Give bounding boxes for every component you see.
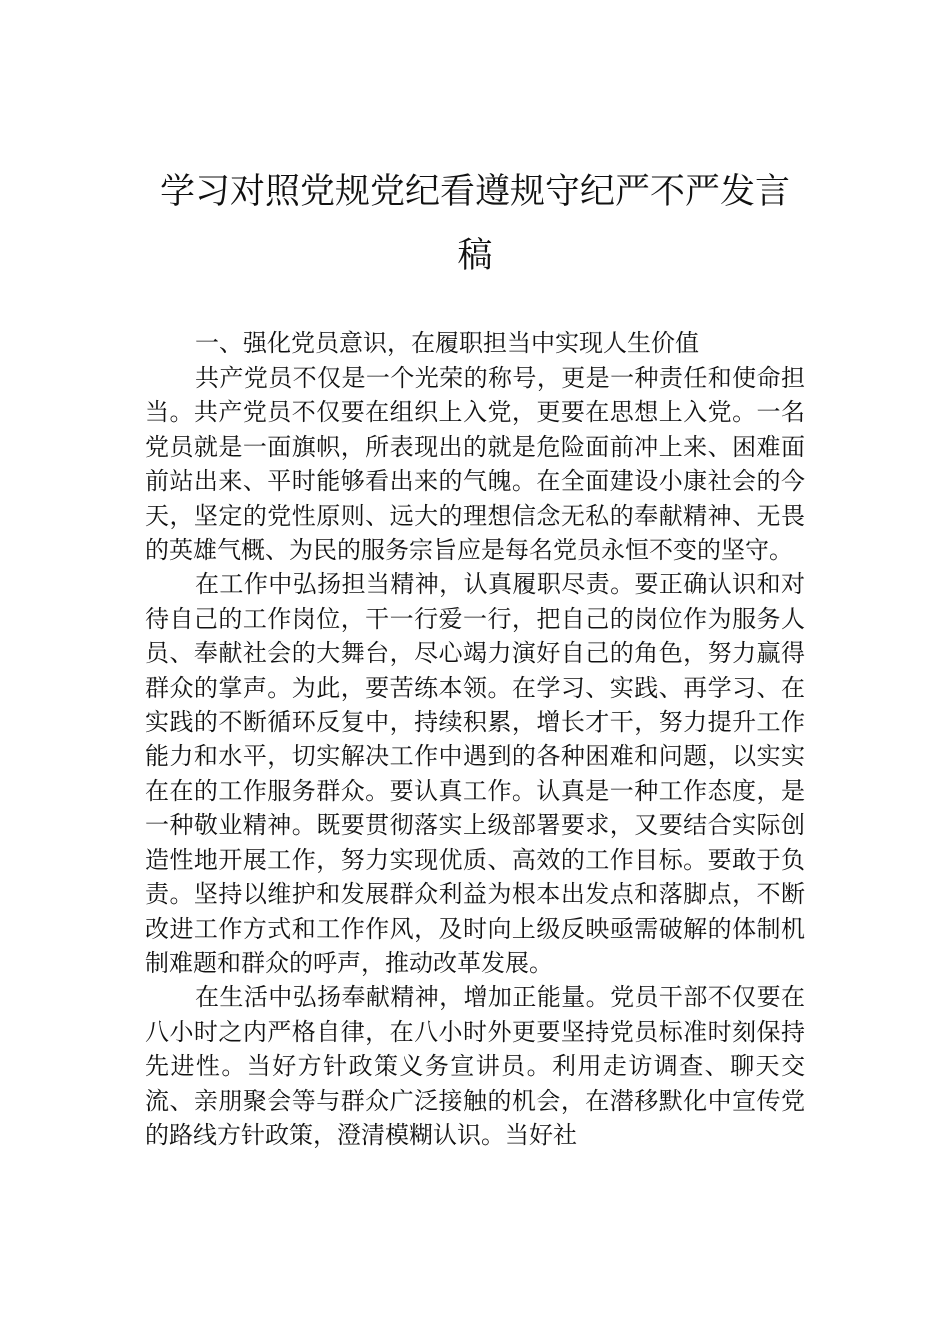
- paragraph: 共产党员不仅是一个光荣的称号，更是一种责任和使命担当。共产党员不仅要在组织上入党，更要在思想上入党。一名党员就是一面旗帜，所表现出的就是危险面前冲上来、困难面前站出来、平时能够看出来的气魄。在全面建设小康社会的今天，坚定的党性原则、远大的理想信念无私的奉献精神、无畏的英雄气概、为民的服务宗旨应是每名党员永恒不变的坚守。: [145, 364, 805, 565]
- paragraph: 在生活中弘扬奉献精神，增加正能量。党员干部不仅要在八小时之内严格自律，在八小时外更要坚持党员标准时刻保持先进性。当好方针政策义务宣讲员。利用走访调查、聊天交流、亲朋聚会等与群众广泛接触的机会，在潜移默化中宣传党的路线方针政策，澄清模糊认识。当好社: [145, 983, 805, 1149]
- paragraph: 在工作中弘扬担当精神，认真履职尽责。要正确认识和对待自己的工作岗位，干一行爱一行，把自己的岗位作为服务人员、奉献社会的大舞台，尽心竭力演好自己的角色，努力赢得群众的掌声。为此，要苦练本领。在学习、实践、再学习、在实践的不断循环反复中，持续积累，增长才干，努力提升工作能力和水平，切实解决工作中遇到的各种困难和问题，以实实在在的工作服务群众。要认真工作。认真是一种工作态度，是一种敬业精神。既要贯彻落实上级部署要求，又要结合实际创造性地开展工作，努力实现优质、高效的工作目标。要敢于负责。坚持以维护和发展群众利益为根本出发点和落脚点，不断改进工作方式和工作作风，及时向上级反映亟需破解的体制机制难题和群众的呼声，推动改革发展。: [145, 570, 805, 977]
- document-title: 学习对照党规党纪看遵规守纪严不严发言稿: [159, 172, 790, 276]
- section-heading: 一、强化党员意识，在履职担当中实现人生价值: [195, 329, 699, 357]
- document-body: [145, 325, 805, 1152]
